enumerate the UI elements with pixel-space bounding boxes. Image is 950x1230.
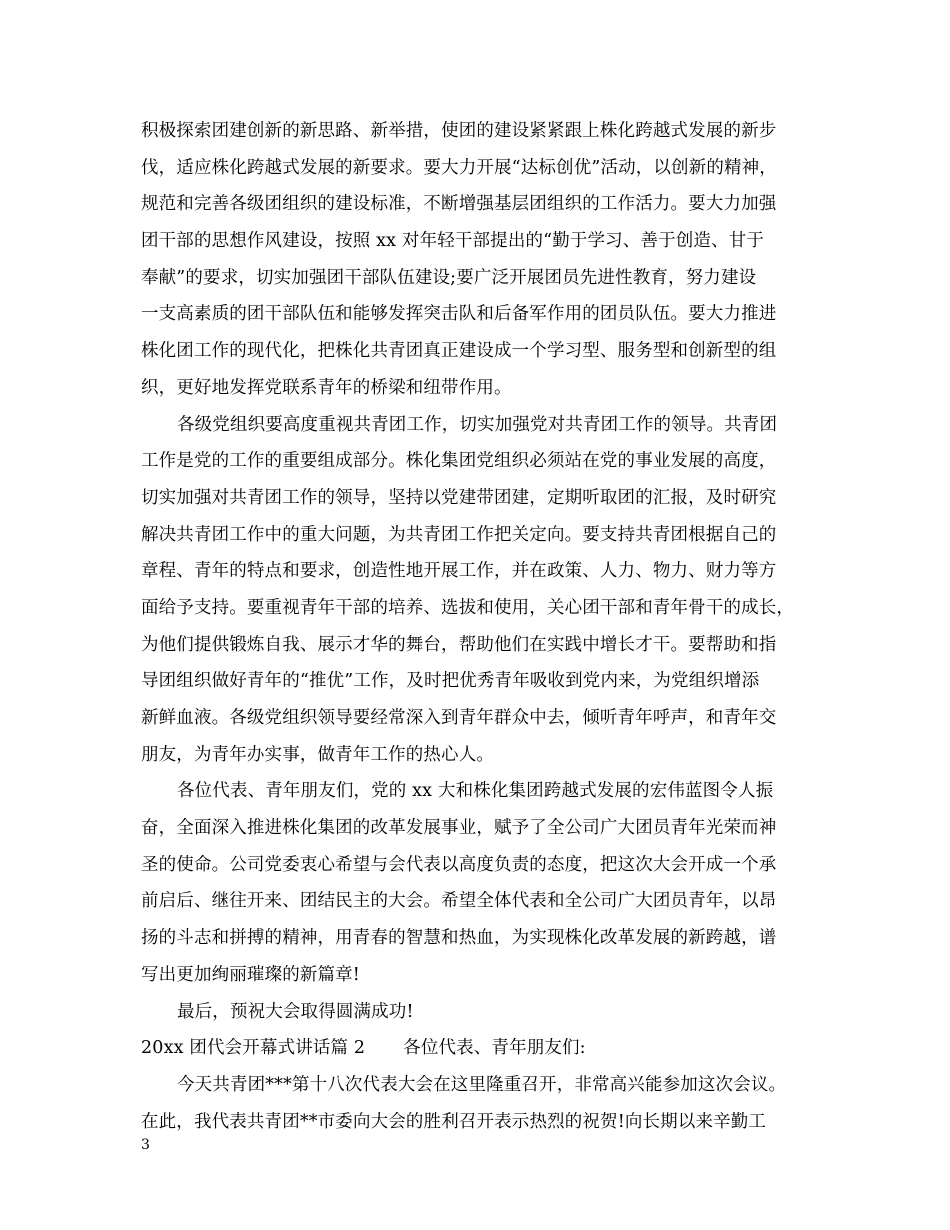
section-heading <box>141 1030 811 1067</box>
section-heading-salutation: 各位代表、青年朋友们: <box>403 1038 586 1059</box>
text-line: 积极探索团建创新的新思路、新举措，使团的建设紧紧跟上株化跨越式发展的新步 <box>141 121 777 141</box>
text-line: 解决共青团工作中的重大问题，为共青团工作把关定向。要支持共青团根据自己的 <box>141 524 777 545</box>
text-line: 为他们提供锻炼自我、展示才华的舞台，帮助他们在实践中增长才干。要帮助和指 <box>141 634 777 655</box>
text-line: 面给予支持。要重视青年干部的培养、选拔和使用，关心团干部和青年骨干的成长， <box>141 597 795 618</box>
text-line: 织，更好地发挥党联系青年的桥梁和纽带作用。 <box>141 377 512 398</box>
text-line: 导团组织做好青年的“推优”工作，及时把优秀青年吸收到党内来，为党组织增添 <box>141 671 760 692</box>
text-line: 伐，适应株化跨越式发展的新要求。要大力开展“达标创优”活动，以创新的精神， <box>141 157 777 178</box>
text-line: 写出更加绚丽璀璨的新篇章! <box>141 964 360 985</box>
section-heading-title: 20xx 团代会开幕式讲话篇 2 <box>141 1038 366 1059</box>
text-line: 在此，我代表共青团**市委向大会的胜利召开表示热烈的祝贺!向长期以来辛勤工 <box>141 1111 767 1132</box>
text-line: 切实加强对共青团工作的领导，坚持以党建带团建，定期听取团的汇报，及时研究 <box>141 487 777 508</box>
paragraph-first-line: 各位代表、青年朋友们，党的 xx 大和株化集团跨越式发展的宏伟蓝图令人振 <box>177 781 774 802</box>
page-number: 3 <box>141 1137 150 1153</box>
text-line: 团干部的思想作风建设，按照 xx 对年轻干部提出的“勤于学习、善于创造、甘于 <box>141 231 765 252</box>
text-line: 扬的斗志和拼搏的精神，用青春的智慧和热血，为实现株化改革发展的新跨越，谱 <box>141 928 777 949</box>
text-line: 圣的使命。公司党委衷心希望与会代表以高度负责的态度，把这次大会开成一个承 <box>141 854 777 875</box>
text-line: 前启后、继往开来、团结民主的大会。希望全体代表和全公司广大团员青年，以昂 <box>141 891 777 912</box>
text-line: 株化团工作的现代化，把株化共青团真正建设成一个学习型、服务型和创新型的组 <box>141 341 777 362</box>
text-line: 一支高素质的团干部队伍和能够发挥突击队和后备军作用的团员队伍。要大力推进 <box>141 304 777 325</box>
paragraph-first-line: 各级党组织要高度重视共青团工作，切实加强党对共青团工作的领导。共青团 <box>177 414 778 435</box>
paragraph-first-line: 今天共青团***第十八次代表大会在这里隆重召开，非常高兴能参加这次会议。 <box>177 1074 787 1095</box>
closing-line: 最后，预祝大会取得圆满成功! <box>177 1001 414 1022</box>
text-line: 奋，全面深入推进株化集团的改革发展事业，赋予了全公司广大团员青年光荣而神 <box>141 818 777 839</box>
text-line: 奉献”的要求，切实加强团干部队伍建设;要广泛开展团员先进性教育，努力建设 <box>141 267 757 288</box>
document-body <box>141 113 811 1140</box>
text-line: 工作是党的工作的重要组成部分。株化集团党组织必须站在党的事业发展的高度， <box>141 451 777 472</box>
text-line: 朋友，为青年办实事，做青年工作的热心人。 <box>141 744 494 765</box>
text-line: 新鲜血液。各级党组织领导要经常深入到青年群众中去，倾听青年呼声，和青年交 <box>141 708 777 728</box>
text-line: 规范和完善各级团组织的建设标准，不断增强基层团组织的工作活力。要大力加强 <box>141 194 777 215</box>
text-line: 章程、青年的特点和要求，创造性地开展工作，并在政策、人力、物力、财力等方 <box>141 561 777 582</box>
